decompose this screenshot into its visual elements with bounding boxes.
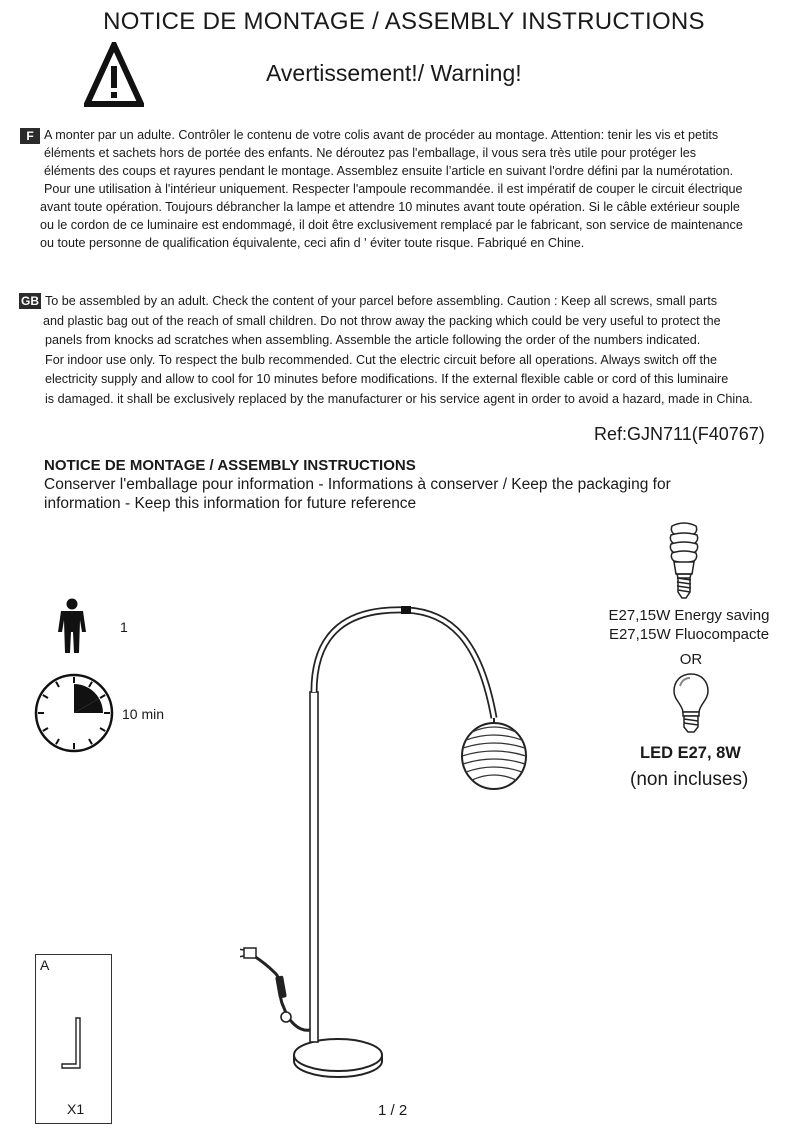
- french-line: éléments des coups et rayures pendant le montage. Assemblez ensuite l’article en suivant l'ordre défini par la numérotation.: [44, 164, 734, 178]
- clock-icon: [33, 672, 115, 754]
- product-reference: Ref:GJN711(F40767): [594, 424, 765, 444]
- french-badge: F: [20, 128, 40, 144]
- part-label: A: [40, 957, 50, 973]
- english-paragraph: [45, 292, 753, 409]
- person-count: 1: [120, 619, 128, 635]
- led-bulb-icon: [672, 672, 710, 734]
- section-subtitle-line: Conserver l'emballage pour information - Informations à conserver / Keep the packaging for: [44, 476, 671, 493]
- allen-key-icon: [58, 1014, 88, 1074]
- led-bulb-label: LED E27, 8W: [640, 744, 741, 762]
- french-paragraph: [40, 126, 743, 252]
- bulb-fluo-label: E27,15W Fluocompacte: [608, 626, 770, 643]
- section-subtitle-line: information - Keep this information for future reference: [44, 495, 417, 512]
- english-badge: GB: [21, 294, 39, 308]
- page-title: NOTICE DE MONTAGE / ASSEMBLY INSTRUCTIONS: [103, 8, 705, 35]
- french-line: avant toute opération. Toujours débrancher la lampe et attendre 10 minutes avant toute opération. Si le câble extérieur souple: [40, 200, 740, 214]
- french-line: éléments et sachets hors de portée des enfants. Ne déroutez pas l'emballage, il vous sera très utile pour protéger les: [44, 146, 697, 160]
- assembly-time: 10 min: [122, 706, 165, 722]
- bulbs-not-included: (non incluses): [630, 769, 749, 790]
- energy-saving-bulb-icon: [664, 522, 704, 600]
- floor-lamp-illustration: [240, 600, 540, 1080]
- bulb-or-label: OR: [679, 651, 703, 668]
- english-line: For indoor use only. To respect the bulb recommended. Cut the electric circuit before all operations. Always switch off the: [45, 352, 718, 367]
- warning-triangle-icon: [84, 42, 144, 108]
- french-line: Pour une utilisation à l'intérieur uniquement. Respecter l'ampoule recommandée. il est impératif de couper le circuit électrique: [44, 182, 743, 196]
- english-line: To be assembled by an adult. Check the content of your parcel before assembling. Caution : Keep all screws, small parts: [45, 294, 718, 308]
- french-line: A monter par un adulte. Contrôler le contenu de votre colis avant de procéder au montage. Attention: tenir les vis et petits: [44, 128, 719, 142]
- page-number: 1 / 2: [378, 1102, 408, 1119]
- bulb-energy-saving-label: E27,15W Energy saving: [608, 607, 770, 624]
- english-line: and plastic bag out of the reach of small children. Do not throw away the packing which could be very useful to protect the: [43, 313, 721, 328]
- english-line: panels from knocks ad scratches when assembling. Assemble the article following the order of the numbers indicated.: [45, 333, 701, 347]
- part-quantity: X1: [67, 1101, 85, 1117]
- english-line: electricity supply and allow to cool for 10 minutes before modifications. If the external flexible cable or cord of this luminaire: [45, 372, 729, 386]
- french-line: ou toute personne de qualification équivalente, ceci afin d ' éviter toute risque. Fabriqué en Chine.: [40, 236, 585, 250]
- person-icon: [55, 598, 89, 654]
- warning-heading: Avertissement!/ Warning!: [266, 60, 522, 86]
- section-title: NOTICE DE MONTAGE / ASSEMBLY INSTRUCTIONS: [44, 457, 416, 474]
- french-line: ou le cordon de ce luminaire est endommagé, il doit être exclusivement remplacé par le fabricant, son service de maintenance: [40, 218, 743, 232]
- english-line: is damaged. it shall be exclusively replaced by the manufacturer or his service agent in order to avoid a hazard, made in China.: [45, 391, 753, 406]
